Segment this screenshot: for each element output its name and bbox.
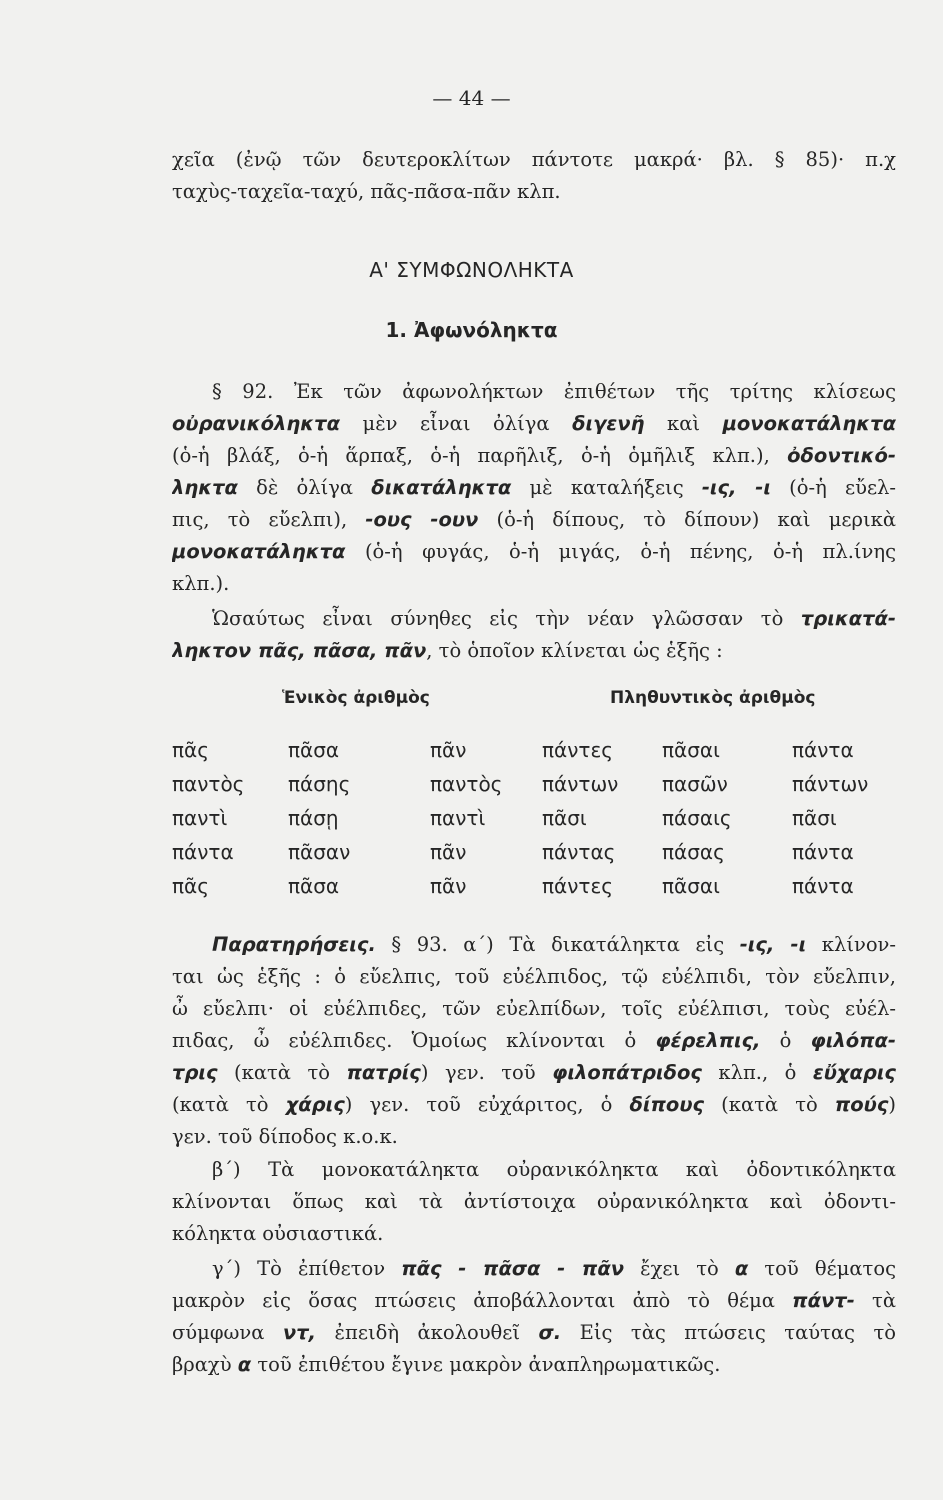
table-cell: πάντες	[542, 874, 613, 898]
p93-line-2: ται ὡς ἑξῆς : ὁ εὔελπις, τοῦ εὐέλπιδος, τῷ εὐέλπιδι, τὸν εὔελπιν,	[172, 965, 896, 988]
text: κλπ., ὁ	[701, 1061, 813, 1084]
text: πιδας, ὦ εὐέλπιδες. Ὁμοίως κλίνονται ὁ	[172, 1029, 656, 1052]
term: Παρατηρήσεις.	[212, 933, 376, 956]
term: -ις, -ι	[701, 476, 771, 499]
term: οὐρανικόληκτα	[172, 412, 340, 435]
table-cell: πάσῃ	[288, 806, 339, 830]
text: καὶ	[644, 412, 723, 435]
term: διγενῆ	[572, 412, 645, 435]
term: σ.	[538, 1321, 562, 1344]
text: βραχὺ	[172, 1353, 238, 1376]
table-cell: πᾶσα	[288, 738, 340, 762]
p93-b-line-1: β΄) Τὰ μονοκατάληκτα οὐρανικόληκτα καὶ ὀδοντικόληκτα	[212, 1158, 896, 1181]
table-cell: πάντων	[792, 772, 869, 796]
p93-b-line-3: κόληκτα οὐσιαστικά.	[172, 1222, 384, 1245]
term: φέρελπις,	[655, 1029, 761, 1052]
text: ἐπειδὴ ἀκολουθεῖ	[316, 1321, 539, 1344]
text: (κατὰ τὸ	[172, 1093, 286, 1116]
table-cell: πᾶσαν	[288, 840, 351, 864]
term: ληκτα	[172, 476, 238, 499]
text: (κατὰ τὸ	[217, 1061, 347, 1084]
p92-line-1: § 92. Ἐκ τῶν ἀφωνολήκτων ἐπιθέτων τῆς τρίτης κλίσεως	[212, 380, 896, 403]
table-cell: παντὸς	[172, 772, 245, 796]
table-cell: πᾶσι	[542, 806, 587, 830]
table-cell: πάντα	[792, 874, 854, 898]
table-cell: παντὶ	[430, 806, 486, 830]
text: ) γεν. τοῦ εὐχάριτος, ὁ	[344, 1093, 630, 1116]
table-cell: πᾶν	[430, 738, 467, 762]
p93-g-line-4	[172, 1350, 896, 1380]
table-cell: πάντα	[172, 840, 234, 864]
text: (ὁ-ἡ φυγάς, ὁ-ἡ μιγάς, ὁ-ἡ πένης, ὁ-ἡ πλ.ίνης	[345, 540, 896, 563]
text: (ὁ-ἡ δίπους, τὸ δίπουν) καὶ μερικὰ	[478, 508, 896, 531]
p93-b-line-2: κλίνονται ὅπως καὶ τὰ ἀντίστοιχα οὐρανικόληκτα καὶ ὀδοντι-	[172, 1190, 896, 1213]
p93-line-1	[212, 930, 896, 960]
table-cell: πᾶς	[172, 738, 209, 762]
p92-line-6	[172, 537, 896, 567]
table-row	[172, 806, 896, 836]
table-plural-header: Πληθυντικὸς ἀριθμὸς	[610, 688, 816, 708]
term: φιλόπα-	[810, 1029, 896, 1052]
text: ) γεν. τοῦ	[420, 1061, 553, 1084]
term: τρικατά-	[800, 607, 896, 630]
table-row	[172, 874, 896, 904]
term: πούς	[834, 1093, 889, 1116]
term: ληκτον πᾶς, πᾶσα, πᾶν	[172, 639, 427, 662]
intro-line-2: ταχὺς-ταχεῖα-ταχύ, πᾶς-πᾶσα-πᾶν κλπ.	[172, 180, 561, 203]
table-row	[172, 840, 896, 870]
term: πατρίς	[346, 1061, 421, 1084]
table-cell: πᾶσα	[288, 874, 340, 898]
table-cell: πᾶσαι	[662, 874, 720, 898]
table-singular-header: Ἑνικὸς ἀριθμὸς	[282, 688, 430, 708]
table-cell: πᾶς	[172, 874, 209, 898]
text: (ὁ-ἡ εὔελ-	[770, 476, 896, 499]
term: χάρις	[285, 1093, 345, 1116]
section-title: Α' ΣΥΜΦΩΝΟΛΗΚΤΑ	[369, 258, 574, 282]
table-cell: πάσαις	[662, 806, 732, 830]
text: σύμφωνα	[172, 1321, 283, 1344]
p92-line-4	[172, 473, 896, 503]
page-number: — 44 —	[432, 86, 511, 110]
p93-line-3: ὦ εὔελπι· οἱ εὐέλπιδες, τῶν εὐελπίδων, τοῖς εὐέλπισι, τοὺς εὐέλ-	[172, 997, 896, 1020]
p93-line-4	[172, 1026, 896, 1056]
term: πάντ-	[792, 1289, 855, 1312]
table-cell: πᾶσαι	[662, 738, 720, 762]
text: γ΄) Τὸ ἐπίθετον	[212, 1257, 402, 1280]
table-cell: πᾶν	[430, 874, 467, 898]
table-cell: πάντων	[542, 772, 619, 796]
text: τὰ	[854, 1289, 896, 1312]
term: εὔχαρις	[812, 1061, 896, 1084]
p93-line-5	[172, 1058, 896, 1088]
table-cell: πάντες	[542, 738, 613, 762]
p92-line-5	[172, 505, 896, 535]
text: πις, τὸ εὔελπι),	[172, 508, 366, 531]
p92-line-2	[172, 409, 896, 439]
intro-line-1: χεῖα (ἐνῷ τῶν δευτεροκλίτων πάντοτε μακρά· βλ. § 85)· π.χ	[172, 148, 896, 171]
p92-line-9	[172, 636, 896, 666]
text: μὲν εἶναι ὀλίγα	[339, 412, 573, 435]
term: μονοκατάληκτα	[722, 412, 896, 435]
term: φιλοπάτριδος	[552, 1061, 702, 1084]
p93-g-line-2	[172, 1286, 896, 1316]
text: τοῦ θέματος	[748, 1257, 896, 1280]
table-row	[172, 738, 896, 768]
text: δὲ ὀλίγα	[237, 476, 372, 499]
table-cell: πᾶσι	[792, 806, 837, 830]
term: δίπους	[629, 1093, 705, 1116]
table-cell: πάντα	[792, 840, 854, 864]
table-cell: παντὸς	[430, 772, 503, 796]
text: § 93. α΄) Τὰ δικατάληκτα εἰς	[375, 933, 740, 956]
table-row	[172, 772, 896, 802]
term: α	[734, 1257, 749, 1280]
text: ὁ	[760, 1029, 811, 1052]
p92-line-7: κλπ.).	[172, 572, 230, 595]
term: πᾶς - πᾶσα - πᾶν	[401, 1257, 625, 1280]
table-cell: πάσας	[662, 840, 725, 864]
text: (κατὰ τὸ	[704, 1093, 835, 1116]
p92-line-8	[212, 604, 896, 634]
text: μὲ καταλήξεις	[511, 476, 702, 499]
text: Ὡσαύτως εἶναι σύνηθες εἰς τὴν νέαν γλῶσσαν τὸ	[212, 607, 801, 630]
table-cell: πασῶν	[662, 772, 728, 796]
term: α	[237, 1353, 252, 1376]
table-cell: πάντα	[792, 738, 854, 762]
term: ὀδοντικό-	[787, 444, 896, 467]
term: τρις	[172, 1061, 218, 1084]
p92-line-3	[172, 441, 896, 471]
term: -ις, -ι	[739, 933, 807, 956]
p93-g-line-3	[172, 1318, 896, 1348]
text: κλίνον-	[806, 933, 896, 956]
table-cell: πᾶν	[430, 840, 467, 864]
table-cell: πάσης	[288, 772, 351, 796]
term: μονοκατάληκτα	[172, 540, 346, 563]
p93-line-7: γεν. τοῦ δίποδος κ.ο.κ.	[172, 1125, 398, 1148]
text: Εἰς τὰς πτώσεις ταύτας τὸ	[561, 1321, 896, 1344]
subsection-title: 1. Ἀφωνόληκτα	[385, 318, 558, 342]
p93-g-line-1	[212, 1254, 896, 1284]
text: , τὸ ὁποῖον κλίνεται ὡς ἑξῆς :	[426, 639, 723, 662]
term: δικατάληκτα	[371, 476, 512, 499]
table-cell: παντὶ	[172, 806, 228, 830]
p93-line-6	[172, 1090, 896, 1120]
text: τοῦ ἐπιθέτου ἔγινε μακρὸν ἀναπληρωματικῶς.	[251, 1353, 721, 1376]
text: )	[888, 1093, 896, 1116]
table-cell: πάντας	[542, 840, 616, 864]
term: -ους -ουν	[365, 508, 479, 531]
term: ντ,	[282, 1321, 317, 1344]
text: ἔχει τὸ	[624, 1257, 735, 1280]
text: μακρὸν εἰς ὅσας πτώσεις ἀποβάλλονται ἀπὸ τὸ θέμα	[172, 1289, 793, 1312]
text: (ὁ-ἡ βλάξ, ὁ-ἡ ἅρπαξ, ὁ-ἡ παρῆλιξ, ὁ-ἡ ὁμῆλιξ κλπ.),	[172, 444, 788, 467]
